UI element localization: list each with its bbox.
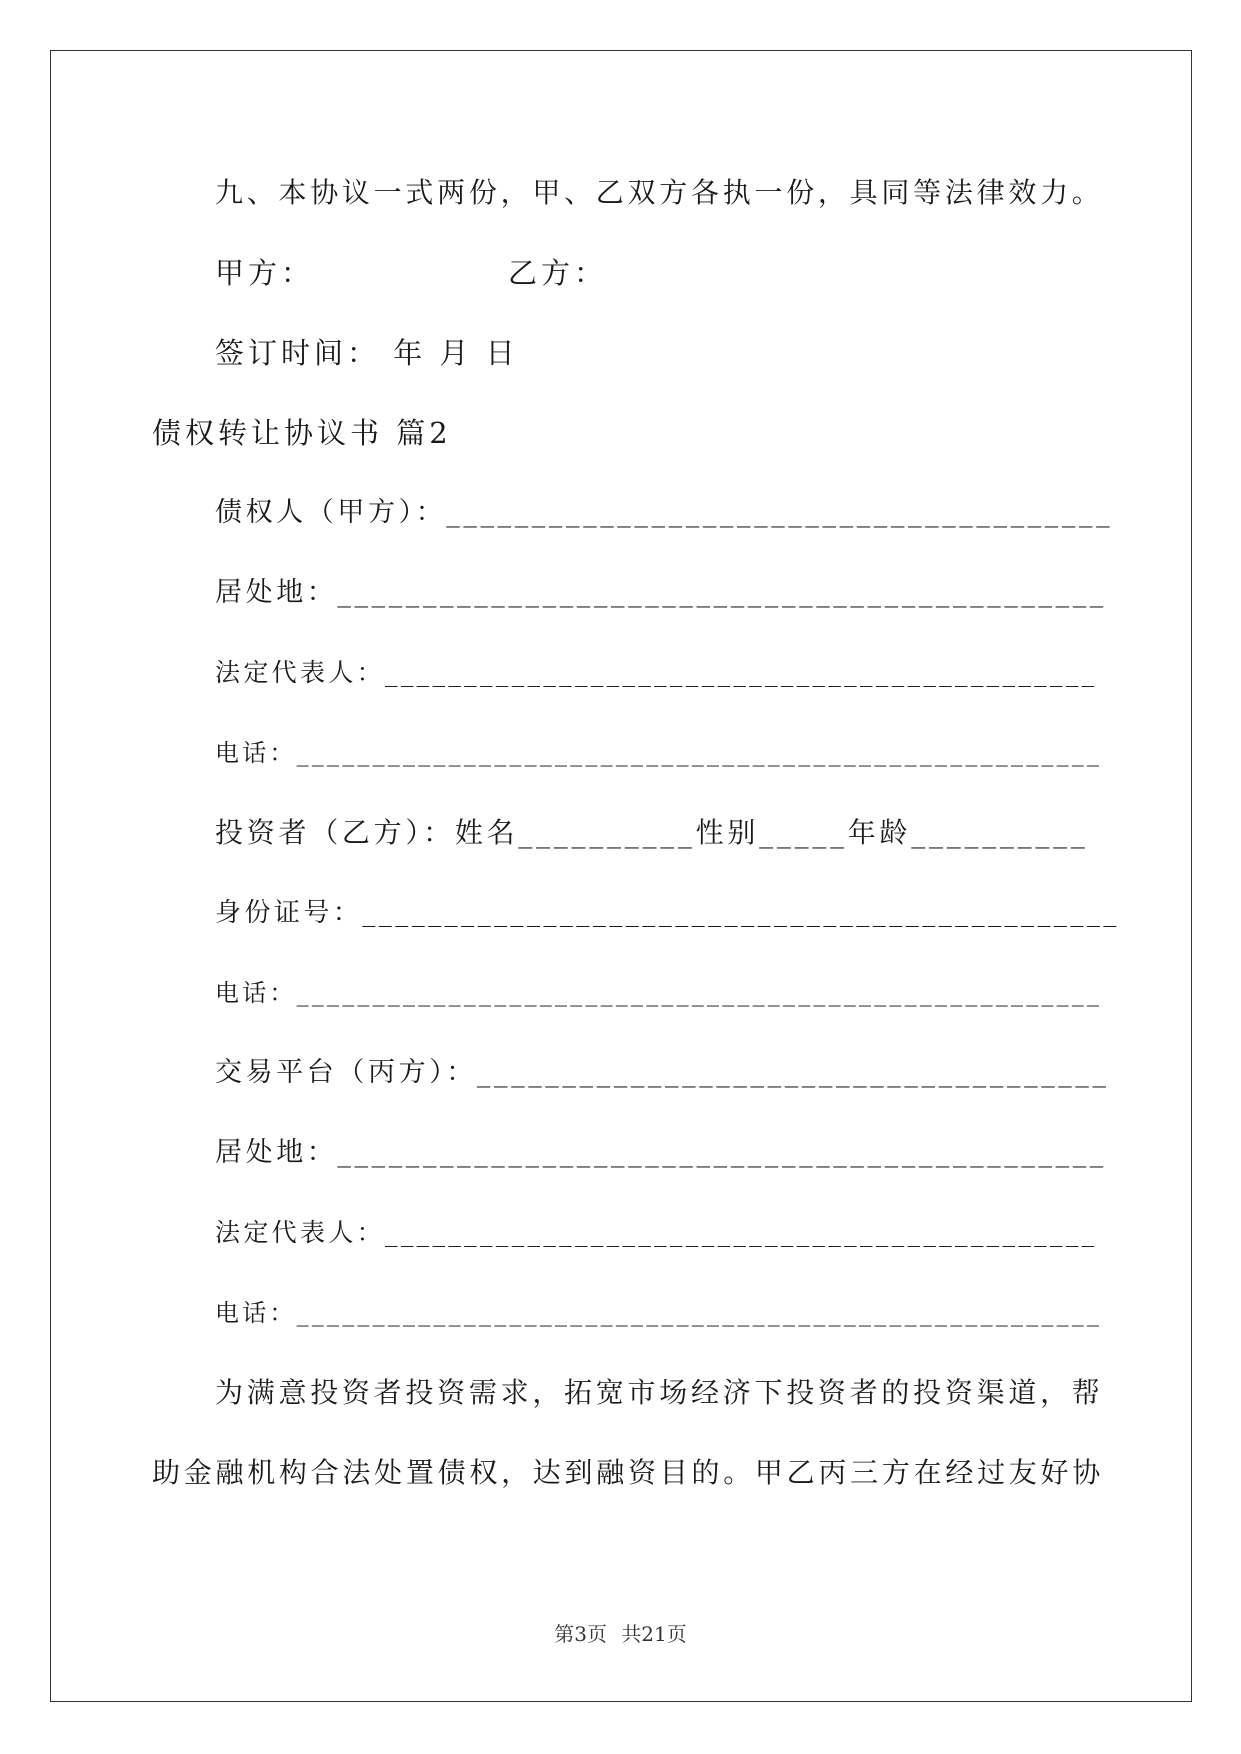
investor-field: 投资者（乙方）：姓名__________性别_____年龄__________ (215, 816, 1089, 849)
page-footer (0, 1618, 1241, 1647)
section-title: 债权转让协议书 篇2 (152, 416, 452, 450)
body-paragraph-line-2: 助金融机构合法处置债权，达到融资目的。甲乙丙三方在经过友好协 (152, 1456, 1105, 1489)
platform-legal-rep-field: 法定代表人：_____________________________________________ (215, 1218, 1098, 1247)
creditor-field: 债权人（甲方）：_______________________________________ (215, 497, 1114, 528)
platform-address-field: 居处地：_____________________________________________ (215, 1137, 1107, 1168)
platform-phone-field: 电话：_____________________________________________________ (215, 1299, 1103, 1327)
investor-phone-field: 电话：_____________________________________________________ (215, 979, 1103, 1007)
page-total: 共21页 (621, 1622, 687, 1646)
signing-date: 签订时间： 年 月 日 (215, 336, 519, 370)
party-a-sign-label: 甲方： (215, 256, 315, 290)
creditor-phone-field: 电话：_____________________________________________________ (215, 739, 1103, 767)
platform-field: 交易平台（丙方）：_____________________________________ (215, 1057, 1110, 1088)
creditor-legal-rep-field: 法定代表人：_____________________________________________ (215, 658, 1098, 687)
clause-nine: 九、本协议一式两份，甲、乙双方各执一份，具同等法律效力。 (215, 176, 1104, 209)
page-number: 第3页 (554, 1622, 607, 1646)
creditor-address-field: 居处地：_____________________________________________ (215, 577, 1107, 608)
body-paragraph-line-1: 为满意投资者投资需求，拓宽市场经济下投资者的投资渠道，帮 (215, 1376, 1104, 1409)
party-b-sign-label: 乙方： (508, 256, 608, 290)
investor-id-field: 身份证号：______________________________________________ (215, 898, 1120, 928)
